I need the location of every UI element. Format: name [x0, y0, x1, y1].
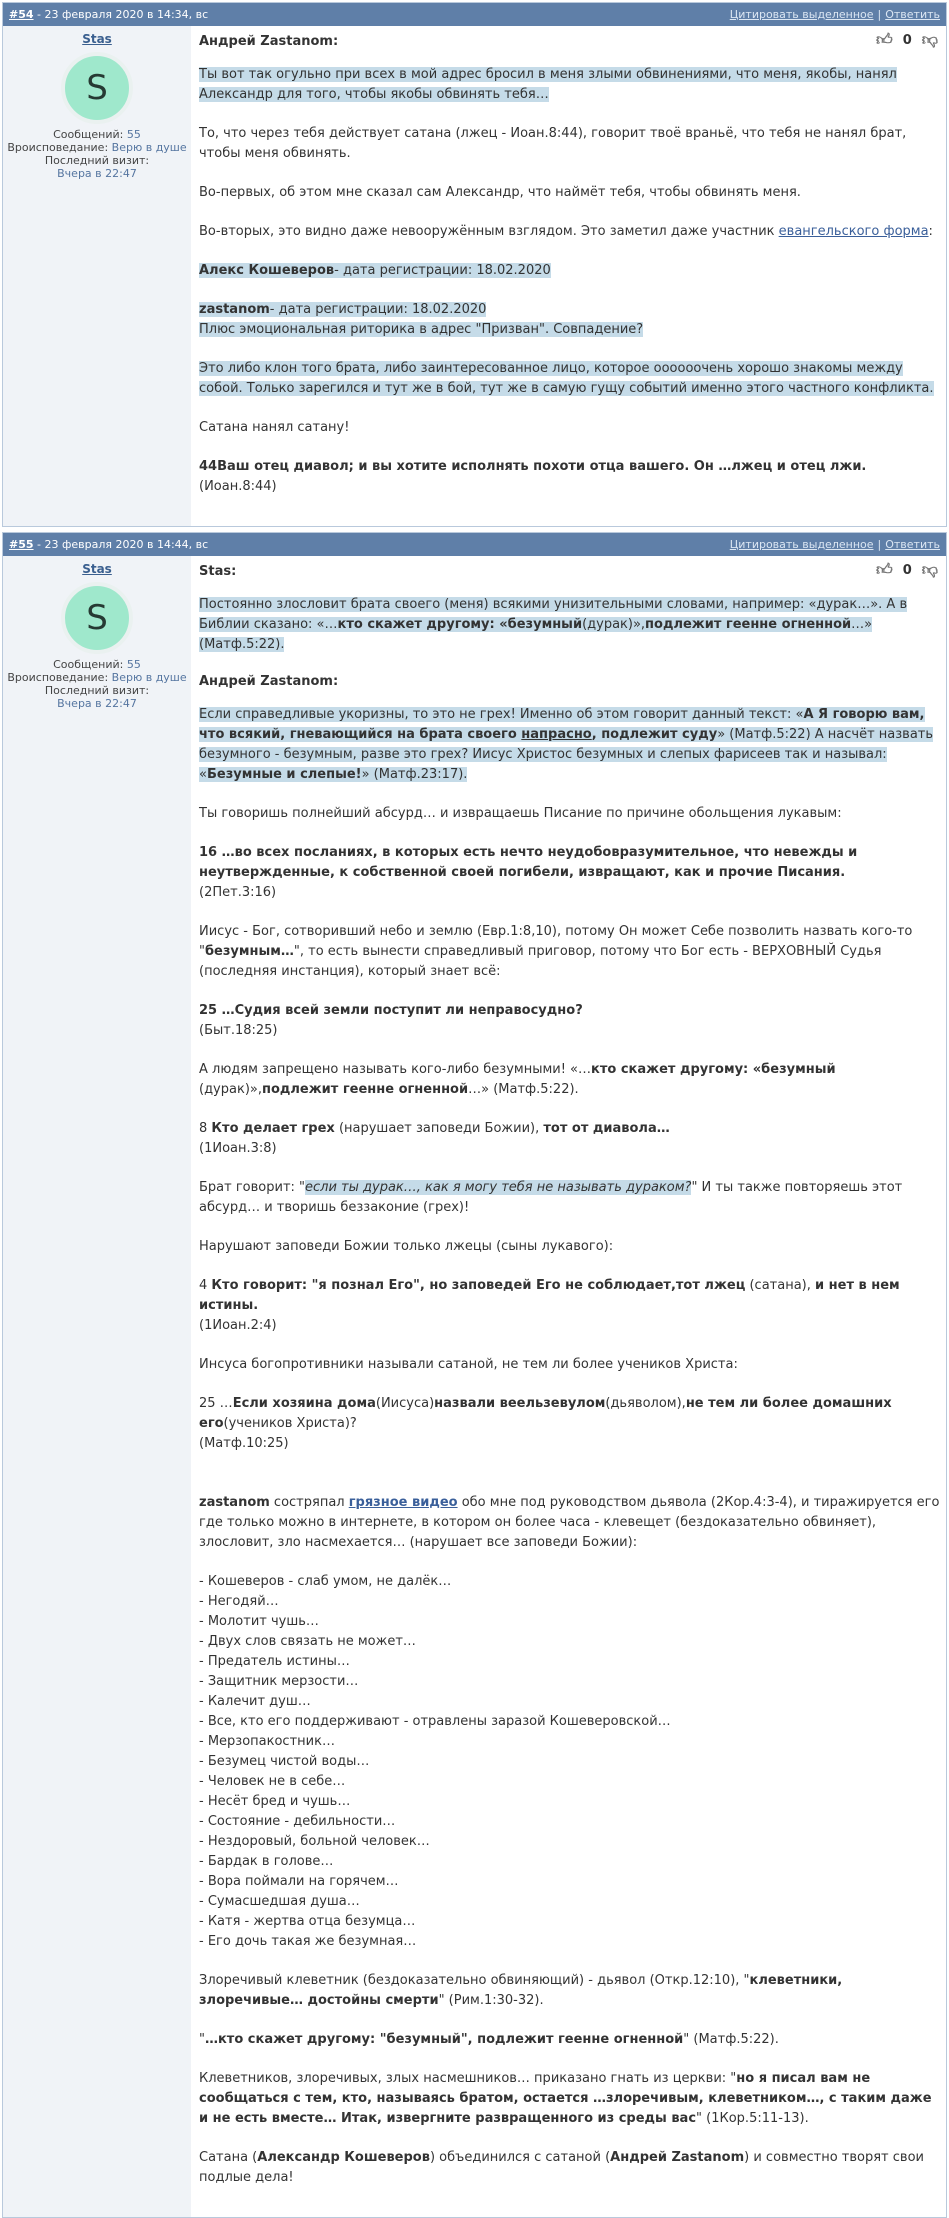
text: Если справедливые укоризны, то это не грех! Именно об этом говорит данный текст: « [199, 707, 804, 722]
scripture-quote: 44Ваш отец диавол; и вы хотите исполнять похоти отца вашего. Он …лжец и отец лжи. [199, 459, 867, 474]
list-item: - Молотит чушь… [199, 1614, 319, 1629]
thumbs-down-icon[interactable]: 👎︎ [921, 30, 938, 49]
paragraph [199, 1001, 940, 1041]
avatar[interactable]: S [61, 52, 133, 124]
belief-label: Вроисповедание: [7, 141, 112, 154]
text: Клеветников, злоречивых, злых насмешников… приказано гнать из церкви: " [199, 2071, 737, 2086]
text-bold: напрасно [521, 727, 592, 742]
paragraph [199, 1178, 940, 1218]
scripture-quote: 25 …Судия всей земли поступит ли неправосудно? [199, 1003, 583, 1018]
text: " (1Кор.5:11-13). [696, 2111, 809, 2126]
text: (нарушает заповеди Божии), [334, 1121, 544, 1136]
text-bold: кто скажет другому: «безумный [591, 1062, 836, 1077]
scripture-quote: 16 …во всех посланиях, в которых есть нечто неудобовразумительное, что невежды и неутвержденные, к собственной своей погибели, извращают, как и прочие Писания. [199, 845, 858, 880]
text-bold: А Я говорю вам, что всякий, гневающийся на брата своего [199, 707, 925, 742]
cite-selection-link[interactable]: Цитировать выделенное [729, 8, 874, 21]
belief-label: Вроисповедание: [7, 671, 112, 684]
list-item: - Безумец чистой воды… [199, 1754, 370, 1769]
quote-author: Андрей Zastanom: [199, 34, 339, 49]
text-bold: подлежит геенне огненной [645, 617, 852, 632]
text-bold: подлежит геенне огненной [261, 1082, 469, 1097]
text: Плюс эмоциональная риторика в адрес "Призван". Совпадение? [199, 322, 644, 337]
reply-link[interactable]: Ответить [885, 538, 940, 551]
text: 4 [199, 1278, 212, 1293]
text-bold: Александр Кошеверов [257, 2150, 430, 2165]
text: » (Матф.5:22) А насчёт назвать безумного - безумным, разве это грех? Иисус Христос безумных и слепых фарисеев так и называл: « [199, 727, 934, 782]
list-item: - Кошеверов - слаб умом, не далёк… [199, 1574, 452, 1589]
author-info [3, 658, 191, 710]
author-panel [3, 26, 191, 526]
scripture-ref: (2Пет.3:16) [199, 885, 277, 900]
paragraph [199, 1060, 940, 1100]
paragraph [199, 1493, 940, 1553]
list-item: - Все, кто его поддерживают - отравлены заразой Кошеверовской… [199, 1714, 671, 1729]
paragraph [199, 922, 940, 982]
separator: | [877, 538, 882, 551]
text: : [928, 224, 933, 239]
last-visit-label: Последний визит: [44, 684, 150, 697]
post-content [191, 556, 946, 2217]
paragraph [199, 261, 940, 281]
text-bold: Если хозяина дома [232, 1396, 376, 1411]
text: Сатана ( [199, 2150, 258, 2165]
text: - дата регистрации: 18.02.2020 [334, 263, 551, 278]
cite-selection-link[interactable]: Цитировать выделенное [729, 538, 874, 551]
text-bold: , подлежит суду [591, 727, 718, 742]
paragraph [199, 359, 940, 399]
avatar[interactable]: S [61, 582, 133, 654]
author-name-link[interactable]: Stas [82, 562, 112, 576]
paragraph [199, 595, 940, 655]
text: …» (Матф.5:22). [199, 617, 873, 652]
list-item: - Состояние - дебильности… [199, 1814, 396, 1829]
text-bold: назвали веельзевулом [434, 1396, 606, 1411]
scripture-ref: (Иоан.8:44) [199, 479, 277, 494]
text-bold: Андрей Zastanom [610, 2150, 745, 2165]
text-bold: не тем ли более домашних его [199, 1396, 892, 1431]
post-number-link[interactable]: #54 [9, 8, 34, 21]
highlighted-quote: Ты вот так огульно при всех в мой адрес бросил в меня злыми обвинениями, что меня, якобы, нанял Александр для того, чтобы якобы обвинять тебя… [199, 67, 897, 102]
scripture-ref: (Матф.10:25) [199, 1436, 289, 1451]
text: " (Матф.5:22). [683, 2032, 779, 2047]
username: zastanom [199, 302, 270, 317]
post-meta [9, 8, 208, 21]
last-visit-value: Вчера в 22:47 [57, 697, 137, 710]
author-name-link[interactable]: Stas [82, 32, 112, 46]
thumbs-up-icon[interactable]: 👍︎ [875, 560, 893, 579]
text: (дурак)», [582, 617, 646, 632]
vote-controls [876, 562, 938, 578]
separator: | [877, 8, 882, 21]
last-visit-value: Вчера в 22:47 [57, 167, 137, 180]
list-item: - Двух слов связать не может… [199, 1634, 416, 1649]
paragraph: Нарушают заповеди Божии только лжецы (сыны лукавого): [199, 1239, 614, 1254]
belief-value: Верю в душе [111, 671, 187, 684]
highlighted-quote: если ты дурак…, как я могу тебя не называть дураком? [305, 1180, 692, 1195]
text: 8 [199, 1121, 212, 1136]
text-bold: но я писал вам не сообщаться с тем, кто, называясь братом, остается …злоречивым, клеветником…, с таким даже и не есть вместе… Итак, извергните развращенного из среды вас [199, 2071, 932, 2126]
insult-list [199, 1572, 940, 1952]
text-bold: кто скажет другому: «безумный [337, 617, 583, 632]
text: " И ты также повторяешь этот абсурд… и творишь беззаконие (грех)! [199, 1180, 903, 1215]
text-bold: …кто скажет другому: "безумный", подлежит геенне огненной [204, 2032, 684, 2047]
list-item: - Сумасшедшая душа… [199, 1894, 360, 1909]
paragraph [199, 457, 940, 497]
messages-label: Сообщений: [53, 128, 127, 141]
paragraph: Ты говоришь полнейший абсурд… и извращаешь Писание по причине обольщения лукавым: [199, 806, 842, 821]
scripture-ref: (Быт.18:25) [199, 1023, 278, 1038]
post-actions [730, 8, 940, 21]
text: (дурак)», [199, 1082, 262, 1097]
text: Постоянно злословит брата своего (меня) всякими унизительными словами, например: «дурак…». А в Библии сказано: «… [199, 597, 908, 632]
paragraph [199, 2069, 940, 2129]
vote-controls [876, 32, 938, 48]
post-date: - 23 февраля 2020 в 14:44, вс [33, 538, 209, 551]
post-55 [2, 532, 947, 2218]
text: состряпал [269, 1495, 349, 1510]
text-bold: Безумные и слепые! [206, 767, 362, 782]
paragraph: То, что через тебя действует сатана (лжец - Иоан.8:44), говорит твоё враньё, что тебя не нанял брат, чтобы меня обвинять. [199, 126, 907, 161]
list-item: - Его дочь такая же безумная… [199, 1934, 417, 1949]
highlighted-quote: Это либо клон того брата, либо заинтересованное лицо, которое оооооочень хорошо знакомы между собой. Только зарегился и тут же в бой, тут же в самую гущу событий именно этого частного конфликта. [199, 361, 934, 396]
reply-link[interactable]: Ответить [885, 8, 940, 21]
list-item: - Защитник мерзости… [199, 1674, 359, 1689]
post-header [3, 3, 946, 26]
text: " [199, 2032, 205, 2047]
text: ", то есть вынести справедливый приговор, потому что Бог есть - ВЕРХОВНЫЙ Судья (последняя инстанция), который знает всё: [199, 944, 882, 979]
paragraph [199, 1394, 940, 1454]
messages-count: 55 [126, 658, 141, 671]
paragraph [199, 222, 940, 242]
text: - дата регистрации: 18.02.2020 [269, 302, 487, 317]
last-visit-label: Последний визит: [44, 154, 150, 167]
paragraph: Сатана нанял сатану! [199, 420, 350, 435]
list-item: - Предатель истины… [199, 1654, 350, 1669]
list-item: - Негодяй… [199, 1594, 279, 1609]
post-54 [2, 2, 947, 527]
text: ) объединился с сатаной ( [429, 2150, 611, 2165]
text: ) и совместно творят свои подлые дела! [199, 2150, 924, 2185]
list-item: - Нездоровый, больной человек… [199, 1834, 430, 1849]
post-actions [730, 538, 940, 551]
messages-label: Сообщений: [53, 658, 127, 671]
paragraph [199, 1971, 940, 2011]
paragraph [199, 2030, 940, 2050]
paragraph: Во-первых, об этом мне сказал сам Александр, что наймёт тебя, чтобы обвинять меня. [199, 185, 801, 200]
text: обо мне под руководством дьявола (2Кор.4:3-4), и тиражируется его где только можно в интернете, в котором он более часа - клевещет (бездоказательно обвиняет), злословит, зло насмехается… (нарушает все заповеди Божии): [199, 1495, 940, 1550]
paragraph [199, 705, 940, 785]
text: Во-вторых, это видно даже невооружённым взглядом. Это заметил даже участник [199, 224, 779, 239]
vote-count: 0 [902, 562, 912, 578]
forum-link[interactable]: евангельского форма [778, 224, 929, 239]
quote-author: Stas: [199, 564, 237, 579]
post-content [191, 26, 946, 526]
list-item: - Несёт бред и чушь… [199, 1794, 351, 1809]
text: » (Матф.23:17). [361, 767, 468, 782]
paragraph [199, 2148, 940, 2188]
text: Иисус - Бог, сотворивший небо и землю (Евр.1:8,10), потому Он может Себе позволить назвать кого-то " [199, 924, 913, 959]
text-bold: безумным… [204, 944, 294, 959]
paragraph [199, 300, 940, 340]
video-link[interactable]: грязное видео [348, 1495, 458, 1510]
quote-author: Андрей Zastanom: [199, 674, 339, 689]
text: " (Рим.1:30-32). [438, 1993, 544, 2008]
username: zastanom [199, 1495, 270, 1510]
text: (сатана), [745, 1278, 816, 1293]
list-item: - Бардак в голове… [199, 1854, 334, 1869]
text-bold: тот от диавола… [543, 1121, 670, 1136]
post-number-link[interactable]: #55 [9, 538, 34, 551]
post-header [3, 533, 946, 556]
text: 25 … [199, 1396, 233, 1411]
list-item: - Человек не в себе… [199, 1774, 346, 1789]
paragraph [199, 65, 940, 105]
text: (Иисуса) [375, 1396, 435, 1411]
list-item: - Катя - жертва отца безумца… [199, 1914, 416, 1929]
text-bold: и нет в нем истины. [199, 1278, 900, 1313]
text: А людям запрещено называть кого-либо безумными! «… [199, 1062, 592, 1077]
scripture-ref: (1Иоан.2:4) [199, 1318, 277, 1333]
text: (дьяволом), [605, 1396, 686, 1411]
list-item: - Калечит душ… [199, 1694, 311, 1709]
scripture-ref: (1Иоан.3:8) [199, 1141, 277, 1156]
paragraph: Инсуса богопротивники называли сатаной, не тем ли более учеников Христа: [199, 1357, 738, 1372]
text-bold: Кто говорит: "я познал Его", но заповедей Его не соблюдает,тот лжец [211, 1278, 746, 1293]
author-panel [3, 556, 191, 2217]
author-info [3, 128, 191, 180]
vote-count: 0 [902, 32, 912, 48]
text-bold: Кто делает грех [211, 1121, 335, 1136]
messages-count: 55 [126, 128, 141, 141]
list-item: - Вора поймали на горячем… [199, 1874, 399, 1889]
text: Злоречивый клеветник (бездоказательно обвиняющий) - дьявол (Откр.12:10), " [199, 1973, 750, 1988]
text: …» (Матф.5:22). [468, 1082, 579, 1097]
username: Алекс Кошеверов [199, 263, 335, 278]
paragraph [199, 1119, 940, 1159]
text: Брат говорит: " [199, 1180, 306, 1195]
text-bold: клеветники, злоречивые… достойны смерти [199, 1973, 843, 2008]
post-date: - 23 февраля 2020 в 14:34, вс [33, 8, 209, 21]
text: (учеников Христа)? [223, 1416, 357, 1431]
thumbs-down-icon[interactable]: 👎︎ [921, 560, 938, 579]
belief-value: Верю в душе [111, 141, 187, 154]
thumbs-up-icon[interactable]: 👍︎ [875, 30, 893, 49]
paragraph [199, 843, 940, 903]
paragraph [199, 1276, 940, 1336]
post-meta [9, 538, 208, 551]
list-item: - Мерзопакостник… [199, 1734, 335, 1749]
